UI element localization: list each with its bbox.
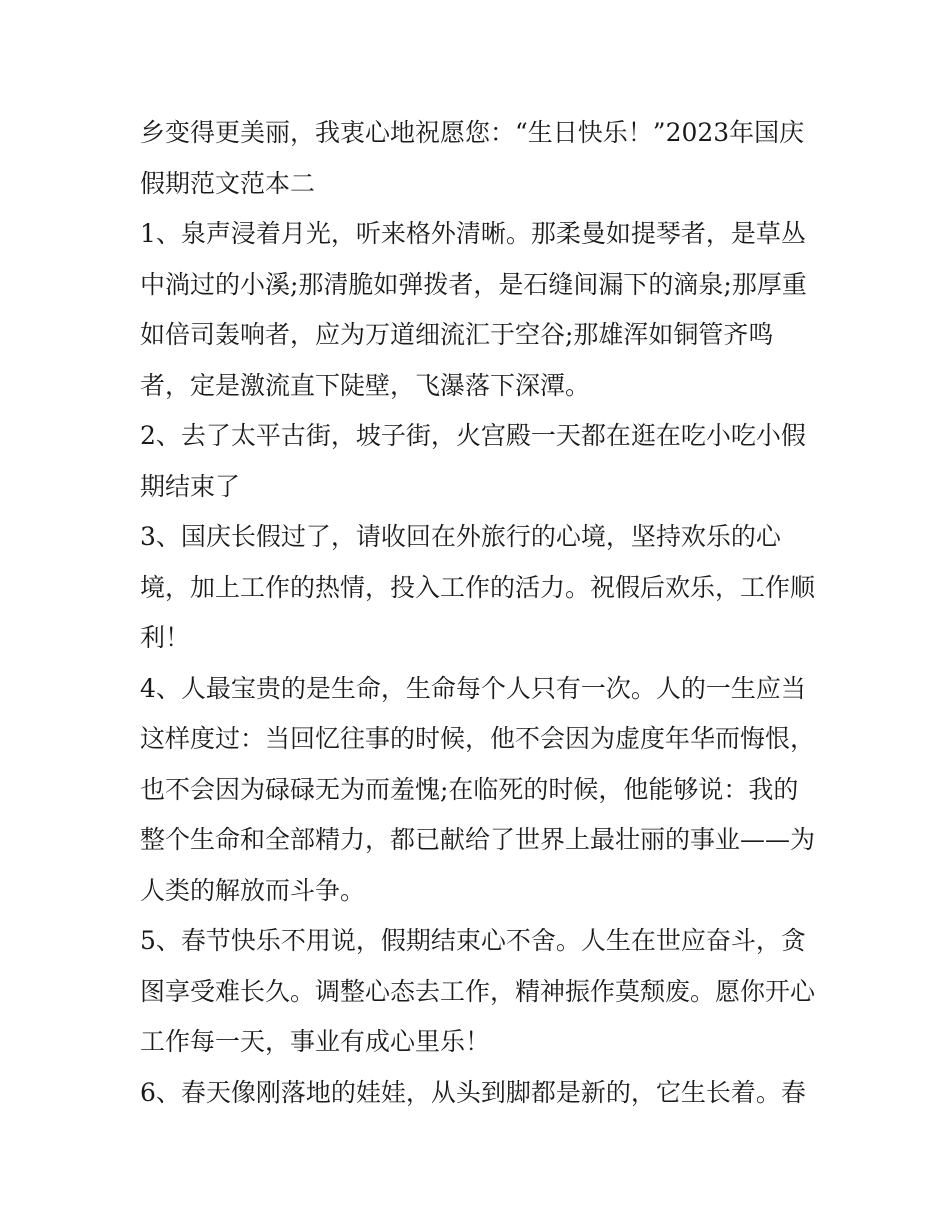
text-line: 工作每一天，事业有成心里乐！ [140,1027,491,1056]
text-line: 6、春天像刚落地的娃娃，从头到脚都是新的，它生长着。春 [140,1077,806,1107]
text-line: 1、泉声浸着月光，听来格外清晰。那柔曼如提琴者，是草丛 [140,219,806,248]
text-line: 利！ [140,623,191,652]
text-line: 2、去了太平古街，坡子街，火宫殿一天都在逛在吃小吃小假 [140,421,806,450]
text-line: 境，加上工作的热情，投入工作的活力。祝假后欢乐，工作顺 [140,572,816,602]
text-line: 5、春节快乐不用说，假期结束心不舍。人生在世应奋斗，贪 [140,926,806,955]
text-line: 4、人最宝贵的是生命，生命每个人只有一次。人的一生应当 [140,673,806,703]
document-body [140,108,820,1118]
text-line: 图享受难长久。调整心态去工作，精神振作莫颓废。愿你开心 [140,976,816,1006]
text-line: 人类的解放而斗争。 [140,875,366,905]
text-line: 如倍司轰响者，应为万道细流汇于空谷;那雄浑如铜管齐鸣 [140,320,774,349]
text-line: 整个生命和全部精力，都已献给了世界上最壮丽的事业——为 [140,825,816,854]
text-line: 这样度过：当回忆往事的时候，他不会因为虚度年华而悔恨， [140,724,816,753]
text-line: 中淌过的小溪;那清脆如弹拨者，是石缝间漏下的滴泉;那厚重 [140,269,807,299]
text-line: 者，定是激流直下陡壁，飞瀑落下深潭。 [140,370,591,400]
text-line: 也不会因为碌碌无为而羞愧;在临死的时候，他能够说：我的 [140,774,799,804]
text-line: 乡变得更美丽，我衷心地祝愿您：“生日快乐！”2023年国庆 [140,118,805,147]
text-line: 期结束了 [140,471,241,501]
text-line: 假期范文范本二 [140,168,316,198]
text-line: 3、国庆长假过了，请收回在外旅行的心境，坚持欢乐的心 [140,522,781,551]
